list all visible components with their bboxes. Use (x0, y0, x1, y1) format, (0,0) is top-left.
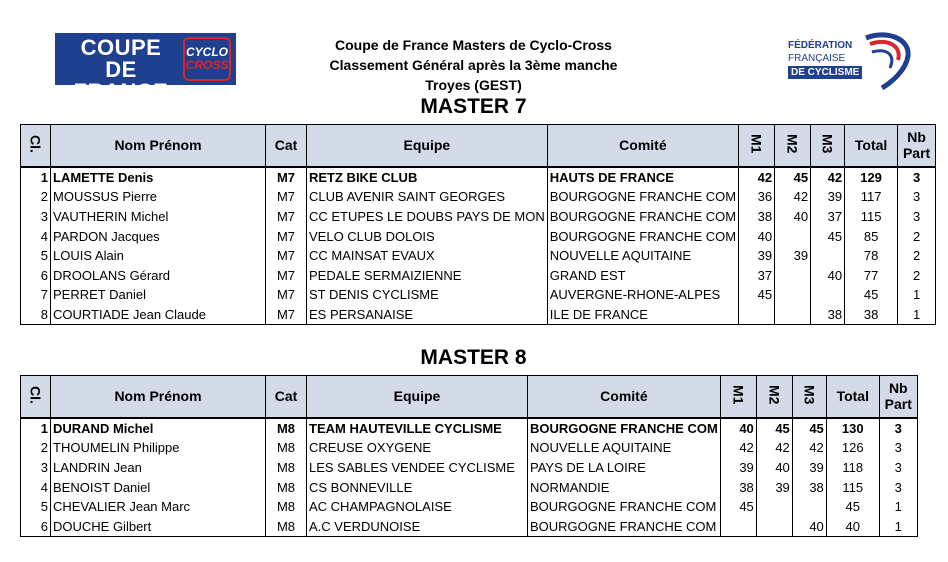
col-m2: M2 (756, 376, 792, 418)
name-cell: DROOLANS Gérard (51, 265, 266, 285)
team-cell: CREUSE OXYGENE (307, 438, 528, 458)
m2-cell: 40 (775, 207, 811, 227)
col-name: Nom Prénom (51, 125, 266, 167)
committee-cell: BOURGOGNE FRANCHE COM (547, 226, 738, 246)
col-m3: M3 (811, 125, 845, 167)
m1-cell: 45 (739, 285, 775, 305)
coupe-logo-line2: FRANCE (73, 79, 169, 104)
team-cell: CLUB AVENIR SAINT GEORGES (307, 187, 548, 207)
total-cell: 118 (826, 458, 879, 478)
table-row (21, 458, 918, 478)
nb-part-cell: 1 (879, 497, 917, 517)
table-row (21, 285, 936, 305)
total-cell: 126 (826, 438, 879, 458)
name-cell: DOUCHE Gilbert (51, 516, 266, 536)
table-row (21, 477, 918, 497)
table-row (21, 305, 936, 325)
m3-cell: 38 (811, 305, 845, 325)
total-cell: 85 (845, 226, 898, 246)
team-cell: RETZ BIKE CLUB (307, 167, 548, 188)
rank-cell: 3 (21, 458, 51, 478)
table-row (21, 497, 918, 517)
rank-cell: 7 (21, 285, 51, 305)
table-row (21, 207, 936, 227)
m2-cell (756, 497, 792, 517)
document-header (300, 35, 647, 95)
col-cat: Cat (266, 376, 307, 418)
master8-title: MASTER 8 (420, 346, 527, 369)
coupe-logo-text (63, 37, 179, 103)
m2-cell: 39 (756, 477, 792, 497)
ffc-swoosh-icon (852, 30, 916, 90)
total-cell: 115 (845, 207, 898, 227)
col-rank: Cl. (21, 376, 51, 418)
committee-cell: BOURGOGNE FRANCHE COM (528, 516, 721, 536)
committee-cell: ILE DE FRANCE (547, 305, 738, 325)
team-cell: ES PERSANAISE (307, 305, 548, 325)
col-rank: Cl. (21, 125, 51, 167)
name-cell: LAMETTE Denis (51, 167, 266, 188)
m3-cell: 39 (792, 458, 826, 478)
m3-cell (811, 285, 845, 305)
m2-cell: 42 (756, 438, 792, 458)
name-cell: MOUSSUS Pierre (51, 187, 266, 207)
cat-cell: M8 (266, 438, 307, 458)
cat-cell: M8 (266, 418, 307, 439)
m3-cell: 45 (811, 226, 845, 246)
rank-cell: 8 (21, 305, 51, 325)
coupe-de-france-logo (55, 33, 236, 104)
m3-cell: 37 (811, 207, 845, 227)
rank-cell: 5 (21, 497, 51, 517)
m2-cell (775, 265, 811, 285)
committee-cell: NOUVELLE AQUITAINE (547, 246, 738, 266)
master7-title: MASTER 7 (420, 95, 527, 118)
committee-cell: GRAND EST (547, 265, 738, 285)
col-team: Equipe (307, 376, 528, 418)
committee-cell: BOURGOGNE FRANCHE COM (547, 207, 738, 227)
m2-cell: 39 (775, 246, 811, 266)
m2-cell (775, 285, 811, 305)
m2-cell (775, 226, 811, 246)
team-cell: CS BONNEVILLE (307, 477, 528, 497)
total-cell: 129 (845, 167, 898, 188)
committee-cell: NORMANDIE (528, 477, 721, 497)
cat-cell: M7 (266, 207, 307, 227)
col-committee: Comité (528, 376, 721, 418)
nb-part-cell: 2 (898, 265, 936, 285)
rank-cell: 4 (21, 477, 51, 497)
committee-cell: BOURGOGNE FRANCHE COM (528, 497, 721, 517)
team-cell: AC CHAMPAGNOLAISE (307, 497, 528, 517)
col-team: Equipe (307, 125, 548, 167)
total-cell: 40 (826, 516, 879, 536)
col-name: Nom Prénom (51, 376, 266, 418)
document-title: Coupe de France Masters de Cyclo-Cross (335, 37, 612, 53)
col-total: Total (845, 125, 898, 167)
nb-part-cell: 2 (898, 226, 936, 246)
nb-part-cell: 3 (898, 187, 936, 207)
name-cell: COURTIADE Jean Claude (51, 305, 266, 325)
cat-cell: M8 (266, 458, 307, 478)
ffc-logo-line1: FÉDÉRATION (788, 40, 853, 51)
name-cell: PERRET Daniel (51, 285, 266, 305)
table-header-row (21, 125, 936, 167)
nb-part-cell: 1 (898, 305, 936, 325)
m1-cell: 38 (739, 207, 775, 227)
rank-cell: 6 (21, 516, 51, 536)
rank-cell: 1 (21, 418, 51, 439)
rank-cell: 2 (21, 187, 51, 207)
m3-cell: 40 (792, 516, 826, 536)
badge-line2: CROSS (185, 58, 229, 72)
col-m3: M3 (792, 376, 826, 418)
table-row (21, 516, 918, 536)
team-cell: ST DENIS CYCLISME (307, 285, 548, 305)
ffc-logo-line2: FRANÇAISE (788, 53, 846, 64)
nb-part-cell: 3 (879, 458, 917, 478)
m1-cell: 40 (720, 418, 756, 439)
m1-cell: 40 (739, 226, 775, 246)
ffc-logo-line3: DE CYCLISME (788, 66, 862, 79)
col-nb-part: Nb Part (879, 376, 917, 418)
name-cell: LANDRIN Jean (51, 458, 266, 478)
coupe-logo-line1: COUPE DE (80, 35, 162, 82)
nb-part-cell: 3 (879, 438, 917, 458)
col-m1: M1 (720, 376, 756, 418)
master8-table (20, 375, 918, 537)
m1-cell: 37 (739, 265, 775, 285)
m2-cell (756, 516, 792, 536)
rank-cell: 5 (21, 246, 51, 266)
nb-part-cell: 3 (898, 167, 936, 188)
cat-cell: M8 (266, 477, 307, 497)
document-location: Troyes (GEST) (425, 77, 522, 93)
cat-cell: M7 (266, 246, 307, 266)
nb-part-cell: 3 (879, 477, 917, 497)
m1-cell: 36 (739, 187, 775, 207)
committee-cell: BOURGOGNE FRANCHE COM (528, 418, 721, 439)
col-committee: Comité (547, 125, 738, 167)
cat-cell: M7 (266, 167, 307, 188)
m3-cell: 39 (811, 187, 845, 207)
cat-cell: M7 (266, 187, 307, 207)
m3-cell (811, 246, 845, 266)
m1-cell: 45 (720, 497, 756, 517)
document-subtitle: Classement Général après la 3ème manche (329, 57, 618, 73)
m2-cell: 42 (775, 187, 811, 207)
nb-part-cell: 1 (879, 516, 917, 536)
table-header-row (21, 376, 918, 418)
nb-part-cell: 2 (898, 246, 936, 266)
badge-line1: CYCLO (186, 45, 228, 59)
m1-cell: 42 (739, 167, 775, 188)
team-cell: TEAM HAUTEVILLE CYCLISME (307, 418, 528, 439)
m1-cell: 39 (720, 458, 756, 478)
m1-cell: 39 (739, 246, 775, 266)
col-m1: M1 (739, 125, 775, 167)
name-cell: CHEVALIER Jean Marc (51, 497, 266, 517)
m1-cell: 42 (720, 438, 756, 458)
m1-cell (720, 516, 756, 536)
table-row (21, 187, 936, 207)
m2-cell: 45 (756, 418, 792, 439)
col-total: Total (826, 376, 879, 418)
cat-cell: M8 (266, 516, 307, 536)
team-cell: VELO CLUB DOLOIS (307, 226, 548, 246)
m1-cell (739, 305, 775, 325)
total-cell: 115 (826, 477, 879, 497)
col-m2: M2 (775, 125, 811, 167)
table-row (21, 265, 936, 285)
master7-body (21, 167, 936, 325)
rank-cell: 6 (21, 265, 51, 285)
m3-cell (792, 497, 826, 517)
team-cell: PEDALE SERMAIZIENNE (307, 265, 548, 285)
rank-cell: 2 (21, 438, 51, 458)
rank-cell: 3 (21, 207, 51, 227)
rank-cell: 4 (21, 226, 51, 246)
nb-part-cell: 3 (879, 418, 917, 439)
total-cell: 130 (826, 418, 879, 439)
cat-cell: M7 (266, 305, 307, 325)
team-cell: CC ETUPES LE DOUBS PAYS DE MON (307, 207, 548, 227)
m2-cell: 45 (775, 167, 811, 188)
m2-cell: 40 (756, 458, 792, 478)
total-cell: 45 (845, 285, 898, 305)
col-cat: Cat (266, 125, 307, 167)
cat-cell: M7 (266, 285, 307, 305)
m1-cell: 38 (720, 477, 756, 497)
m3-cell: 40 (811, 265, 845, 285)
m3-cell: 45 (792, 418, 826, 439)
name-cell: LOUIS Alain (51, 246, 266, 266)
master7-table (20, 124, 936, 325)
table-row (21, 226, 936, 246)
ffc-logo (788, 30, 916, 90)
table-row (21, 246, 936, 266)
total-cell: 38 (845, 305, 898, 325)
name-cell: VAUTHERIN Michel (51, 207, 266, 227)
cyclo-cross-badge (183, 37, 231, 81)
m3-cell: 42 (792, 438, 826, 458)
name-cell: PARDON Jacques (51, 226, 266, 246)
master8-body (21, 418, 918, 537)
team-cell: LES SABLES VENDEE CYCLISME (307, 458, 528, 478)
name-cell: DURAND Michel (51, 418, 266, 439)
cat-cell: M8 (266, 497, 307, 517)
team-cell: CC MAINSAT EVAUX (307, 246, 548, 266)
committee-cell: AUVERGNE-RHONE-ALPES (547, 285, 738, 305)
total-cell: 77 (845, 265, 898, 285)
total-cell: 45 (826, 497, 879, 517)
cat-cell: M7 (266, 226, 307, 246)
committee-cell: HAUTS DE FRANCE (547, 167, 738, 188)
m3-cell: 38 (792, 477, 826, 497)
committee-cell: BOURGOGNE FRANCHE COM (547, 187, 738, 207)
m3-cell: 42 (811, 167, 845, 188)
name-cell: BENOIST Daniel (51, 477, 266, 497)
cat-cell: M7 (266, 265, 307, 285)
committee-cell: PAYS DE LA LOIRE (528, 458, 721, 478)
total-cell: 117 (845, 187, 898, 207)
name-cell: THOUMELIN Philippe (51, 438, 266, 458)
nb-part-cell: 3 (898, 207, 936, 227)
table-row (21, 418, 918, 439)
committee-cell: NOUVELLE AQUITAINE (528, 438, 721, 458)
table-row (21, 438, 918, 458)
team-cell: A.C VERDUNOISE (307, 516, 528, 536)
table-row (21, 167, 936, 188)
total-cell: 78 (845, 246, 898, 266)
m2-cell (775, 305, 811, 325)
col-nb-part: Nb Part (898, 125, 936, 167)
rank-cell: 1 (21, 167, 51, 188)
nb-part-cell: 1 (898, 285, 936, 305)
